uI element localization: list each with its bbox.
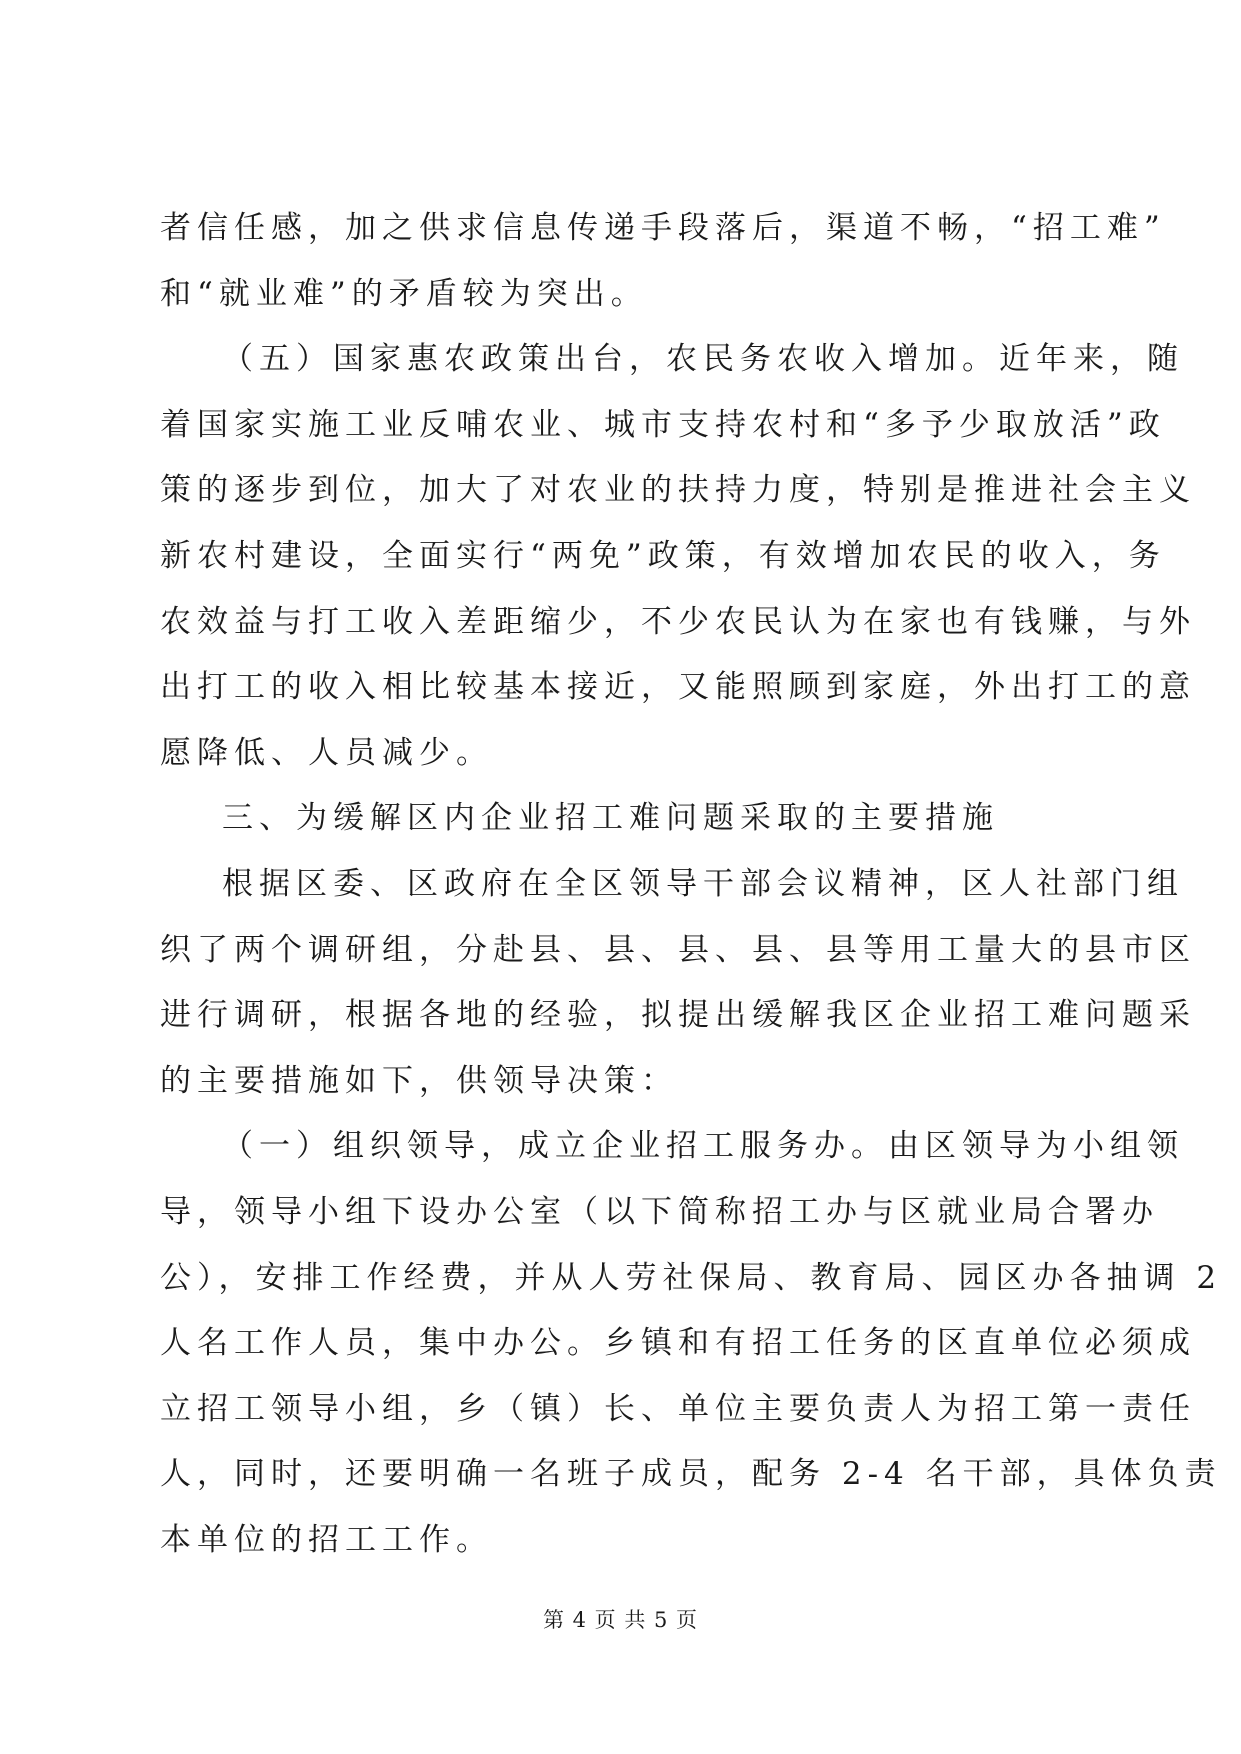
text-line: 人，同时，还要明确一名班子成员，配务 2-4 名干部，具体负责 bbox=[160, 1456, 1222, 1493]
text-line: 者信任感，加之供求信息传递手段落后，渠道不畅，“招工难” bbox=[160, 210, 1166, 246]
text-line: 愿降低、人员减少。 bbox=[160, 734, 493, 771]
text-line: 的主要措施如下，供领导决策： bbox=[160, 1062, 678, 1099]
text-line: 农效益与打工收入差距缩少，不少农民认为在家也有钱赚，与外 bbox=[160, 603, 1196, 640]
paragraph-start: 根据区委、区政府在全区领导干部会议精神，区人社部门组 bbox=[222, 865, 1184, 902]
page-number-footer: 第 4 页 共 5 页 bbox=[542, 1608, 699, 1632]
text-line: 导，领导小组下设办公室（以下简称招工办与区就业局合署办 bbox=[160, 1193, 1159, 1230]
text-line: 出打工的收入相比较基本接近，又能照顾到家庭，外出打工的意 bbox=[160, 669, 1196, 706]
section-heading: 三、为缓解区内企业招工难问题采取的主要措施 bbox=[222, 800, 999, 837]
text-line: 公），安排工作经费，并从人劳社保局、教育局、园区办各抽调 2 bbox=[160, 1259, 1223, 1296]
text-line: 进行调研，根据各地的经验，拟提出缓解我区企业招工难问题采 bbox=[160, 997, 1196, 1034]
text-line: 人名工作人员，集中办公。乡镇和有招工任务的区直单位必须成 bbox=[160, 1325, 1196, 1362]
text-line: 本单位的招工工作。 bbox=[160, 1521, 493, 1558]
text-line: 新农村建设，全面实行“两免”政策，有效增加农民的收入，务 bbox=[160, 537, 1166, 574]
text-line: 策的逐步到位，加大了对农业的扶持力度，特别是推进社会主义 bbox=[160, 472, 1196, 509]
text-line: 立招工领导小组，乡（镇）长、单位主要负责人为招工第一责任 bbox=[160, 1390, 1196, 1427]
text-line: 和“就业难”的矛盾较为突出。 bbox=[160, 275, 648, 312]
paragraph-heading: （一）组织领导，成立企业招工服务办。由区领导为小组领 bbox=[222, 1128, 1184, 1165]
paragraph-heading: （五）国家惠农政策出台，农民务农收入增加。近年来，随 bbox=[222, 341, 1184, 378]
text-line: 着国家实施工业反哺农业、城市支持农村和“多予少取放活”政 bbox=[160, 406, 1166, 443]
text-line: 织了两个调研组，分赴县、县、县、县、县等用工量大的县市区 bbox=[160, 931, 1196, 968]
document-body bbox=[160, 196, 1223, 1573]
